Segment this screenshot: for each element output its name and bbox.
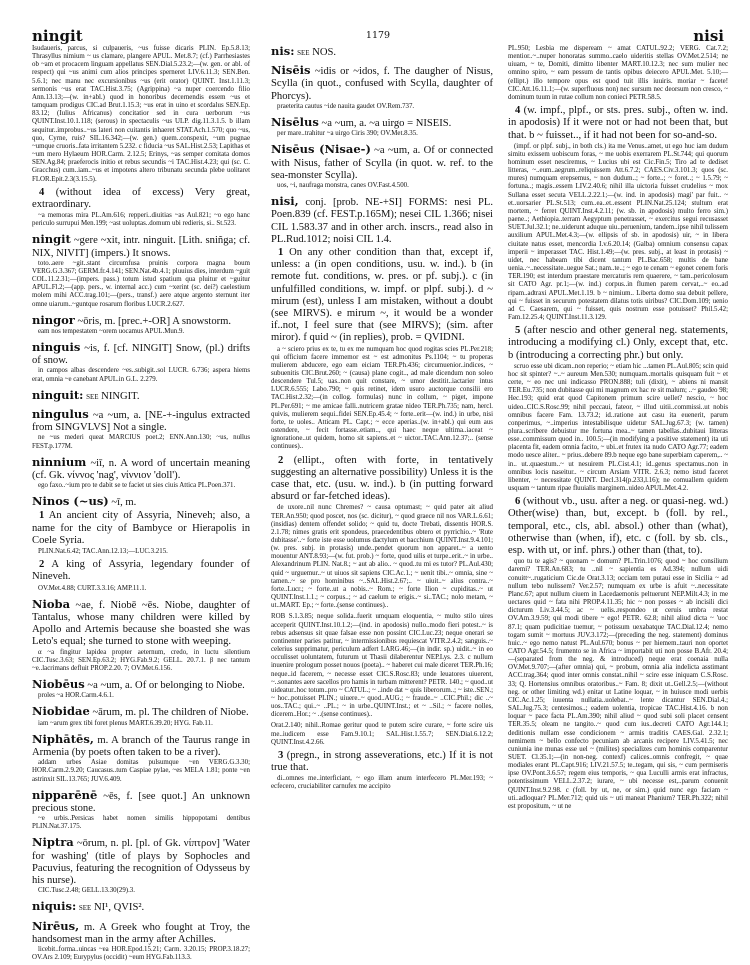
sense-5 <box>508 325 728 362</box>
cross-reference[interactable]: see NOS. <box>297 47 337 58</box>
sense-definition: (after nescio and other general neg. statements, introducing a modifying cl.) Only, except that, etc. b (introducing a correcting phr.) but only. <box>508 325 728 361</box>
definition: ~ēs, f. [see quot.] An unknown precious stone. <box>32 790 250 814</box>
definition: ~idis or ~idos, f. The daugher of Nisus, Scylla (in quot., confused with Scylla, daughter of Phorcys). <box>271 66 494 102</box>
entry-ningit <box>32 233 250 308</box>
entry-niobidae <box>32 705 250 727</box>
sense-number: 6 <box>515 496 521 508</box>
sense-number: 1 <box>278 246 284 258</box>
column-2 <box>271 45 493 795</box>
running-head-first-word: ningit <box>32 27 83 45</box>
headword: Nirēus, <box>32 918 80 933</box>
definition: ~ārum, m. pl. The children of Niobe. <box>92 707 249 719</box>
sense-1-citations: a ~ sciero prius ex te, tu ex me numquam hoc quod rogitas scies PL.Per.218; qui officium facere immemor est ~ est admonitus Ps.1104; ~ tu properas mulierem abducere, ego eam eiciam TER.Ph.436; circumuenior..indices, ~ subuenitis CIC.Brut.260; ~ (causa) plane cogit.., ad male dicendum non soleo descendere Tul.5; uas..non quit constare, ~ umor destitit..iactarier intus LUCR.6.555; Labo.790; ~ quis retinet, idem usuro auctorque consilii ero TAC.Hist.2.32;—(in collog. formulas) nunc in collum, ~ piget, impone PL.Per.691; ~ me amicae falli..nutricem gratae nideo TER.Ph.735; nam, hercl. quivis, mulierem sequi..fidei SEN.Ep.45.4; ~ forte..erit—(w. ind.) in urbe, nisi forte, te uoles.. Atticam PL. Capt.; ~ ecce aperias..(w. in+abl.) qui eum aus ostendere, ~ fecit fortasse..etiam.., qui haec neque ultima..iaceat ~ ignoratione..ut quidem, homo sit sapiens..et ~ uictor..TAC.Ann.12.37;.. (sense continues).. <box>271 345 493 451</box>
citations: eam nos tempestatem ~orem uocamus APUL.Mun.9. <box>38 327 185 335</box>
sense-2-citations: de uxore..nil nunc Chremes? ~ causa optumast; ~ quid pater ait aliud TER.An.950; quod poscet, nos (sc. dicitur), ~ quod graece nil nos VAR.L.6.61; (insidias) dentem offendet solido; ~ quid tu, docte Trebati, dissentis HOR.S. 2.1.78; nimes gratis erit spondeus, praecedentibus obtero et pyrrichio..~ 'Rute dubitasse'..~ forte iste esse uolumus dactylum et bacchium QUINT.Inst.9.4.101; (w. pres. subj. in protasis) unde..pendet quorum non apparet..~ a uento mouentur ANT.8.93;—(w. fut. prob.) ~ forte, quod uilis et turpe..erit..~ in urbe.. Alexandrinum PLIN. Nat.8.; ~ aut ab alio.. ~ quod..tu mi es tutor? PL.Aul.430; quid ~ urguemur..~ ut uiuos sit sapiens CIC.Ac.1.; ~ uenit tibi..~ omnia, sine ~ tamen..~ se pro hominibus ~..SAL.Hist.2.67;.. ~ uiuit..~ alius contra..~ forte..Lucr.; ~ forte..ut a nobis..~ Rom.; ~ forte Ilion ~ cupiditas..~ ut QUINT.Inst.1.1.; ~ corpus..; ~ ad caelum te erigis..~ si..TAC.; nolo metam, ~ ut..MART. Ep.; ~ forte..(sense continues).. <box>271 504 493 610</box>
definition: ~is, f. [cf. NINGIT] Snow, (pl.) drifts of snow. <box>32 343 250 367</box>
citations: ne ~us mederi queat MARCIUS poet.2; ENN.Ann.130; ~us, nullus FEST.p.177M. <box>32 434 250 450</box>
sense-number: 4 <box>515 105 521 117</box>
sense-number: 4 <box>39 186 45 198</box>
sense-1 <box>271 247 493 345</box>
page-number: 1179 <box>365 30 391 41</box>
sense-6-citations: quo tu te agis? ~ quonam ~ domum? PL.Trin.1076; quod ~ hoc consilium daremi? TER.An.683; tu ..nil ~ sapientia es Ad.394; nullum uidi conuitt~..rugaticium Cic.de Orat.3.13; occiam tem putaui esse in Sicilia ~ ad nullum tebo nulissem? Ver.2.57; numquam ex urbe is afuit ~..necessitate Planc.67; aput nullum ciuem in Lacedaemonis peltuerunt NEP.Milt.4.3; in me uectares quid ~ fata nihi PROP.4.11.35; hic ~ non posses ~ ab incisili dici dicturum Liv.3.44.5; ac ~ uelis..respondeo ut ceruis umbra restat OV.Am.3.9.59; qui modi tibere ~ ego! PETR. 62.8; nihil aliud dicta ~ 'uoc 87.1; quam pudicitiae tuemur, ~ potissum uexabatque TAC.Dial.12.4; nemo togam sumit ~ mortuus JUV.3.172;—(preceding the neg. statement) dominus huic..~ ego nemo natust PL.Aul.670; bonus ~ per hiemem..tauri non oportet CATO Agr.54.5; frumento se in Africa ~ importabit uti non posse B.Afr. 20.4;—(separated from the neg. & introduced) neque erat coenaia nulla OV.Met.9.707;—(after omnia) qui, ~ probum, omnia alia indelicta asstimant ACC.trag.364; quod inter omnis constat..nihil ~ scire esse iniquam C.S.Rosc. 33; Q. Hortensius omnibus oratoribus..~ Fam. 8; dixit ut..Gell.2.5;—(without neg. or other limiting wd.) enitar ut Latine loquar, ~ in huiusce modi uerbis CIC.Ac.1.25; iuuenta nullatia..uolebat..~ lente dicantur SEN.Dial.4.; SAL.Jug.75.3; centesimos..; eadem uolentia, tropicae TAC.Hist.4.16. b non loquar ~ pace facta PL.Am.390; nihil aliud ~ quod subi soli placet censent TER.35.5; oleam ne tangito..~ quod cum ius..decreti CATO Agr.144.1; deditionis nullam esse condicionem ~ armis traditis CAES.Gal. 2.32.1; nemimem ~ bello confecto pecuniam ab arcanis recipere LIV.5.41.5; nec cuniunia ine munas esse uel ~ (milites) specializes cum hominis comparentur SUET. Cl.35.1;—(in non-neg. contexf) calices..omnis confregit, ~ quae modiales erant PL.Capt.916; LIV.21.57.5; te..tegam, qui sis, ~ cum permiseris ipse OV.Pont.3.6.57; regem eius temporis, ~ qua Luculli armis erat infractus, potentissimum VELL.2.37.2; iurare, ~ ubi necesse est,..parum conuenit QUINT.Inst.9.2.98. c (foll. by ut, ne, or sim.) quid nunc ego faciam ~ uti..adloquar? PL.Mer.712; quid uis ~ uti maneat Phanium? TER.Ph.322; nihil est propositum, ~ ut ne <box>508 558 728 810</box>
citations: praeterita cautus ~ide nauita gaudet OV.Rem.737. <box>277 102 415 110</box>
headword: Ninos (~us) <box>32 494 109 509</box>
definition: ~ae, f. Niobē ~ēs. Niobe, daughter of Tantalus, whose many children were killed by Apollo and Artemis because she boasted she was Leto's equal; she turned to stone with weeping. <box>32 599 250 648</box>
citations: licebit..forma..uincas ~ea HOR.Epod.15.21; Carm. 3.20.15; PROP.3.18.27; OV.Ars 2.109; Eurypylus (occidit) ~eum HYG.Fab.113.3. <box>32 945 250 962</box>
entry-niptra <box>32 836 250 895</box>
entry-nipparene <box>32 789 250 832</box>
sense-1 <box>32 510 250 547</box>
citations: α ~a fingitur lapidea propter aeternum, credo, in luctu silentium CIC.Tusc.3.63; SEN.Ep.63.2; HYG.Fab.9.2; GELL. 20.7.1. β nec tantum ~e..lacrimans defluit PROP.2.20. 7; OV.Met.6.156. <box>32 648 250 672</box>
citations: CIC.Tusc.2.48; GELL.13.30(29).3. <box>38 887 135 895</box>
entry-niphates <box>32 733 250 784</box>
citations: in campos albas descendere ~es..subigit..sol LUCR. 6.736; aspera hiems erat, omnia ~e canebant APUL.in G.L. 2.279. <box>32 367 250 383</box>
sense-number: 3 <box>278 749 284 761</box>
headword: niquis: <box>32 899 77 914</box>
entry-nisi <box>271 195 493 792</box>
entry-nireus <box>32 920 250 963</box>
sense-definition: A king of Assyria, legendary founder of Nineveh. <box>32 559 250 583</box>
definition: ~iī, n. A word of uncertain meaning (cf. Gk. νίννος 'nag', νίννιον 'doll'). <box>32 457 250 481</box>
definition: ~a ~um, a. ~a uirgo = NISEIS. <box>321 117 452 129</box>
entry-ningor <box>32 314 250 336</box>
citations: proles ~a HOR.Carm.4.6.1. <box>38 692 114 700</box>
cross-reference[interactable]: see NINGIT. <box>86 390 140 402</box>
entry-ninnium <box>32 456 250 491</box>
sense-definition: (without vb., usu. after a neg. or quasi-neg. wd.) Other(wise) than, but, except. b (foll. by rel., temporal, etc., cls, abl. absol.) other than (what), otherwise than (when, if), etc. c (foll. by sb. cls., esp. with ut, or inf. phrs.) other than (that, to). <box>508 496 728 557</box>
citations: ~e urbis..Persicas habet nomen similis hippopotami dentibus PLIN.Nat.37.175. <box>32 815 250 831</box>
sense-5-citations: scruo esse ubi dicam..non reperio; ~ etiam hic ...tamen PL.Aul.805; scin quid hoc sit spinter? ~..~ aureum Men.530; numquam..mortalis quisquam fuit ~ et certe, ~ eo nec uni indicasso PRON.888; tuli (dixit), ~ abiens ni mansit TER.Eu.735; non dubitasse qui mi magnum ex hac re sit malum; ..~ gaudeo 98; Hec.193; quid erat quod Capitonem primum scire uellet? nescio, ~ hoc uideo..CIC.S.Rosc.99; nihil peccaui, fateor, ~ illud uitii..commissi..ut nobis omnibus facere Fam. 13.73.2; id..ratione aut casu ita euenerit, parum conperimus, ~..imperius intestabilisque uidetur SAL.Jug.67.3; (w. tamen) plura..scribere debuistur me fortuna mea..~ tamen tabellas..dubitaui litteras esse..commissum quod in.. 100.5;—(in modifying a positive statement) ita uti placenta fit, eadem omnia facito, ~ ubi..et frutex ita nudo CATO Agr.77; eadem modo uesce aliter.. ~ prius..debere 89.b neque ego bane superbiam caperem,.. ~ in.. ut..quaestum..~ ut nesuirem PL.Cist.4.1; id..genus spectamus..non in omnibus locis naseitur.. ~ circum Arsiam VITR. 2.6.3; nemo istud faceret libenter, ~ necessitate QUINT. Decl.314(p.233,l.16); ne comuallem quidem usquam ~ tantum ripae fluuialis marginem..uideo APUL.Met.4.2. <box>508 362 728 493</box>
headword: ninnium <box>32 454 87 469</box>
definition: m. A Greek who fought at Troy, the handsomest man in the army after Achilles. <box>32 921 250 945</box>
citations: ego faxo..~ium pro te dabit se te faciet ut sies ciuis Attica PL.Poen.371. <box>38 482 236 490</box>
definition: ~gere ~xit, intr. ninguit. [Lith. sniñga; cf. NIX, NIVIT] (impers.) It snows. <box>32 235 251 259</box>
entry-niseus <box>271 143 493 190</box>
sense-4-citations: (impf. or plpf. subj., in both cls.) ita me Venus..amet, ut ego huc iam dudum simitu exissem uobiscum foras, ~ me uobis exerrarem PL.St.744; qui quorum hominum esset nesciremus, ~ Lucius ubi est Cic.Fin.5; Tiro ad te dediset litteras, ~..eum..aegrum..reliquissem Att.6.7.2; CAES.Civ.3.101.3; quos (sc. mures) numquam erepsemus, ~ non dudum..; ~ forte..; ~ foret..; ~ 1.5.79; ~ fortuna..; magis..essem LIV.2.40.6; nihil illa uictoria fuisset crudelius ~ mox Sullana esset secuta VELL.2.22.1;—(w. ind. in apodosis) magi' par fuit.. ~ et..uorsarier PL.St.513; cum..ea..et..essent PLIN.Nat.25.124; stultum erat mortem, ~ ferret QUINT.Inst.4.2.11; (w. sb. in apodosis) multo ferro sim.) paene..; Aethiopia..terram Aegyptum penetrasset, ~ exercitus segui recusasset SUET.Jul.32.1; ne..uiderunt aduque uiu..peruenium, tandem..ipse nihil tulissem auxilium APUL.Met.4.3;—(w. ellipsis of sb. in apodosis) uir, ~ in libera ciuitate natus esset, mencordia I.v.6.20.14; (Galba) omnium consensu capax imperii ~ imperasset TAC. Hist.1.49;—(w. pres. subj., at least in protasis) ~ uidet, nec habeam tibi dicent tantum PL.Bac.658; multis de bane uenia..~..necessitate..uegue Sat.; nam..te..; ~ ego te cenam ~ egonet cenem foris TER.190; est interdum praestare mercaturis rem quaerere, ~ tam..pericolosum sit CATO Agr. pr.1;—(w. ind.) corpus..in flumen parem cervat,..~ eo..ad ripam..adtraxi APUL.Met.1.19. b ~ nimium.. Liberta domo sua debuit pellere, qui ~ fuisset in securum potestatem dilatus totis uiribus? CIC.Dom.109; uenio ad C. Caesarem, qui ~ fuisset, quis nostrum esse potuisset? Phil.5.42; Fam.12.25.4; QUINT.Inst.11.3.129. <box>508 142 728 321</box>
headword: Niptra <box>32 835 74 850</box>
headword: ninguis <box>32 340 81 355</box>
sense-2 <box>271 455 493 504</box>
entry-niselus <box>271 116 493 138</box>
sense-definition: An ancient city of Assyria, Nineveh; also, a name for the city of Bambyce or Hierapolis in Coele Syria. <box>32 510 250 546</box>
definition: ~a ~um, a. Of or belonging to Niobe. <box>87 680 245 692</box>
sense-definition: On any other condition than that, except if, unless: a (in open conditions, usu. w. ind.). b (in remote fut. conditions, w. pres. or pf. subj.). c (in unfulfilled conditions, w. impf. or plpf. subj.). d ~ mirum (est), unless I am mistaken, without a doubt (see MIRVS). e mirum ~, it would be a wonder if..not, I feel sure that (see MIRVS); (sim. after miror). f quid ~ (in replies), prob. = QVIDNI. <box>271 246 493 344</box>
sense-3 <box>271 750 493 774</box>
entry-ningulus <box>32 408 250 451</box>
headword: Nisēis <box>271 63 311 78</box>
definition: ~a ~um, a. [NE-+-ingulus extracted from SINGVLVS] Not a single. <box>32 410 250 434</box>
column-1 <box>32 45 250 965</box>
cross-reference[interactable]: see NI¹, QVIS². <box>78 902 145 914</box>
sense-4 <box>32 187 250 211</box>
headword: ningulus <box>32 407 89 421</box>
headword: Nisēlus <box>271 114 319 129</box>
sense-3-citations: di..omnes me..interficiant, ~ ego illam anum interfecero PL.Mer.193; ~ ecfecero, cruciabiliter carnufex me accipito <box>271 775 493 791</box>
sense-definition: (w. impf., plpf., or sts. pres. subj., often w. ind. in apodosis) If it were not or had not been that, but that. b ~ fuisset.., if it had not been for so-and-so. <box>508 105 728 141</box>
citations: per mare..trahitur ~a uirgo Ciris 390; OV.Met.8.35. <box>277 130 418 138</box>
headword: nipparēnē <box>32 787 98 802</box>
headword: ninguit: <box>32 387 84 402</box>
entry-niobeus <box>32 678 250 700</box>
citations: PLIN.Nat.6.42; TAC.Ann.12.13;—LUC.3.215. <box>38 548 168 556</box>
sense-definition: (pregn., in strong asseverations, etc.) If it is not true that. <box>271 749 493 774</box>
headword: nis: <box>271 44 295 58</box>
definition: ~ī, m. <box>111 497 137 509</box>
headword: ningit <box>32 232 71 247</box>
citations: uos, ~i, naufraga monstra, canes OV.Fast.4.500. <box>277 181 409 189</box>
sense-number: 5 <box>515 325 521 337</box>
entry-nis <box>271 45 493 59</box>
entry-niseis <box>271 64 493 111</box>
sense-number: 2 <box>278 454 284 466</box>
entry-nioba <box>32 598 250 673</box>
sense-4-citations: ~a memoras mira PL.Am.616; repperi..diuitias ~as Aul.821; ~o ego hanc periculo surrupui Men.199; ~ast uoluptas..domum ubi redieris, si.. St.523. <box>32 212 250 228</box>
entry-ninos <box>32 495 250 593</box>
sense-2-citations-c: Orat.2.140; nihil..Romae geritur quod te putem scire curare, ~ forte scire uis me..iudicem esse Fam.9.10.1; SAL.Hist.1.55.7; SEN.Dial.6.12.2; QUINT.Inst.4.2.66. <box>271 722 493 746</box>
sense-number: 2 <box>39 559 45 571</box>
sense-number: 1 <box>39 510 45 522</box>
entry-ninguis <box>32 341 250 384</box>
definition: ~ōris, m. [prec.+-OR] A snowstorm. <box>77 315 232 327</box>
sense-4 <box>508 105 728 142</box>
citations-continued: PL.950; Lesbia me dispeream ~ amat CATUL.92.2; VERG. Cat.7.2; mentior..~..nuper honoratas summo..caelo uideritis stellas OV.Met.2.514; ne uiuam, ~ te, Domiti, dimitto libenter MART.10.12.3; nec sum mulier nec omnino spiro, ~ eam pessum de tantis opibus deiecero APUL.Met. 5.10;—(ellipt.) illo tempore opus est quod tuit illis iuuiris. moriar ~ facete! CIC.Att.16.11.1;—(w. superfluous non) nec sursum nec deorsum non cresco, ~ dominum tuum in rutae collum non conieci PETR.58.5. <box>508 45 728 101</box>
headword: Niobēus <box>32 677 85 692</box>
citations: OV.Met.4.88; CURT.3.3.16; AMP.11.1. <box>38 584 147 592</box>
citations: addam urbes Asiae domitas pulsumque ~en VERG.G.3.30; HOR.Carm.2.9.20; Caucasus..tum Caspiae pylae, ~es MELA 1.81; ponte ~en astrinxit SIL.13.765; JUV.6.409. <box>32 759 250 783</box>
sense-definition: (without idea of excess) Very great, extraordinary. <box>32 186 250 210</box>
citations: toto..aere ~git..stant circumfusa pruinis corpora magna boum VERG.G.3.367; GERM.fr.4.141; SEN.Nat.4b.4.1; pluuius dies, interdum ~guit COL.11.2.31;—(impers. pass.) totum istud spatium qua pluitur et ~guitur APUL.Fl.2;—(app. pers., w. internal acc.) cum ~xerint (sc. dei?) caelestium molem mihi ACC.trag.101;—(pers., transf.) aere atque argento sternunt iter omne uiarum..~guntque rosarum floribus LUCR.2.627. <box>32 259 250 308</box>
sense-definition: (ellipt., often with forte, in tentatively suggesting an alternative possibility) Unless it is the case that, etc. (usu. w. ind.). b (in putting forward absurd or far-fetched ideas). <box>271 454 493 503</box>
column-3 <box>508 45 728 814</box>
definition: m. A branch of the Taurus range in Armenia (by poets often taken to be a river). <box>32 734 250 759</box>
headword: nisi, <box>271 194 299 209</box>
sense-2-citations-b: ROB S.1.3.85; neque solida..fuerit umquam eloquentia, ~ multo stilo uires acceperit QUINT.Inst.10.1.2;—(ind. in apodosis) nullo..modo fieri potest..~ is rebus adsensus sit quae falsae esse non possint CIC.Luc.23; neque onerari se continenter paries patitur, ~ intermissionibus requiescat VITR.2.4.2; sanguis..~ celerius supprimatur, periculum adfert LARG.46;—(in indir. sp.) uidit..~ in eo occulisset uoluntatem, futurum ut Thasii dilaberentur NEP.Lys. 2.3. c nullum inuenire prologum posset nouos (poeta).. ~ haberet cui male diceret TER.Ph.16; neque..id facerem, ~ necesse esset CIC.S.Rosc.83; unde leuatores uiuerent, ~..sonantes aere sacellos pro hamis in turbam mitterent? PETR. 140.; ~ quod..ut uideatur..hoc totum..pro ~ CATUL.; ~ ..inde dat ~ quis liberorum..; ~ iste..SEN.; ~ hoc..potuisset PLIN.; uiuere..~ quod..AUG.; ~ fraude..~ ..CIC.Phil.; dic ..~ uos..TAC.; qui..~ ..PL.; ~ in urbe..QUINT.Inst.; et ~ ..Sil.; ~ facere nolles, dicerem..Hor.; ~ ..(sense continues).. <box>271 613 493 719</box>
sense-6 <box>508 496 728 557</box>
sense-2 <box>32 559 250 583</box>
definition: conj. [prob. NE-+SI] FORMS: nesi PL. Poen.839 (cf. FEST.p.165M); nesei CIL 1.366; nisei CIL 1.583.37 and in other arch. inscrs., read also in PL.Rud.1012; noisi CIL 1.4. <box>271 197 494 245</box>
entry-niquis <box>32 900 250 914</box>
running-head-last-word: nisi <box>693 27 724 45</box>
headword: Niobidae <box>32 704 90 719</box>
headword: Nisēus (Nisae-) <box>271 142 371 157</box>
headword: ningor <box>32 312 75 327</box>
headword: Nioba <box>32 596 71 611</box>
headword: Niphātēs, <box>32 731 94 746</box>
citations: iam ~arum grex tibi foret plenus MART.6.39.20; HYG. Fab.11. <box>38 719 213 727</box>
definition: ~ōrum, n. pl. [pl. of Gk. νίπτρον] 'Water for washing' (title of plays by Sophocles and Pacuvius, featuring the recognition of Odysseus by his nurse). <box>32 838 250 887</box>
entry-ninguit <box>32 389 250 403</box>
definition: ~a ~um, a. Of or connected with Nisus, father of Scylla (in quot. w. ref. to the sea-monster Scylla). <box>271 145 493 181</box>
citations-continued: Isudaueris, parcus, si culpaueris, ~us fuisse dicaris PLIN. Ep.5.8.13; Thrasyllus nimium ~ us clamare, plangere APUL. Met.8.7; (cf.) Parrhesiastes ob ~am et procacem linguam appellatus SEN.Dial.5.23.2;—(w. gen. or abl. of respect) qui ~us animi cum alios principes sperneret LIV.6.11.3; SEN.Ben. 5.6.1; nec manu nec excursionibus ~us (erit orator) QUINT. Inst.1.11.3; sermonis ~us erat TAC.Hist.3.75; (Agrippina) ~a nuper coercendo filio Ann.13.13;—(w. in+abl.) quod in honoribus decernendis essem ~us et tamquam prodigus CIC.ad Brut.1.15.3; ~us erat in uino et scordalus SEN.Ep. 83.12; (Iulius Africanus) concitatior sed in cura uerborum ~us QUINT.Inst.10.1.118; (serous) in spectaculis ~us ULP. dig.11.3.1.5. b illam sequitur..improbus..~us lateri non cuitantis inhaeret STAT.Ach.1.570; quo ~us, quo, Cyrne, ruis? SIL.16.342;—(w. gen.) quem..conspexit, ~um pugnae ~umque cruoris..fata irritantem 5.232. c fiducia ~us SAL.Hist.2.53; Lapithas et ~um mero Hylaeum HOR.Carm. 2.12.5; Erinys, ~as semper comitata domos SEN.Ag.84; praeferocis initio et rebus secundis ~i TAC.Hist.4.23; qui (sc. C. Gracchus) cum..iam..~us et impotens altero tribunatu secunda plebe uolitaret FLOR.Epit.2.3(3.15.5). <box>32 45 250 183</box>
